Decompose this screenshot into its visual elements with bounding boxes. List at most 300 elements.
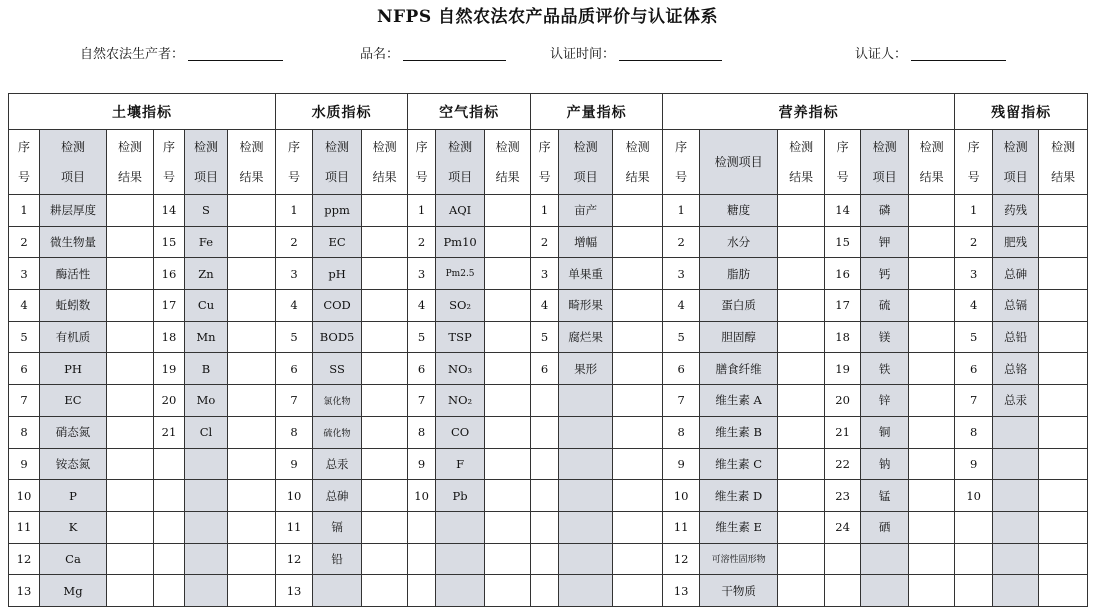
seq-cell: 17 bbox=[154, 290, 185, 322]
result-cell[interactable] bbox=[107, 353, 154, 385]
item-cell bbox=[313, 575, 362, 607]
result-cell[interactable] bbox=[228, 511, 276, 543]
item-cell: 锌 bbox=[861, 385, 909, 417]
seq-cell: 7 bbox=[663, 385, 700, 417]
result-cell[interactable] bbox=[362, 385, 408, 417]
seq-cell bbox=[154, 511, 185, 543]
result-cell[interactable] bbox=[909, 448, 955, 480]
result-cell[interactable] bbox=[107, 511, 154, 543]
result-cell[interactable] bbox=[909, 226, 955, 258]
result-cell[interactable] bbox=[485, 448, 531, 480]
result-cell[interactable] bbox=[613, 290, 663, 322]
result-cell[interactable] bbox=[1039, 226, 1088, 258]
result-cell[interactable] bbox=[1039, 511, 1088, 543]
cert-time-input[interactable] bbox=[619, 45, 722, 61]
seq-cell: 15 bbox=[825, 226, 861, 258]
item-cell: 镉 bbox=[313, 511, 362, 543]
result-cell[interactable] bbox=[362, 480, 408, 512]
item-cell: 干物质 bbox=[700, 575, 778, 607]
result-cell[interactable] bbox=[1039, 543, 1088, 575]
result-cell[interactable] bbox=[107, 226, 154, 258]
result-cell[interactable] bbox=[485, 290, 531, 322]
result-cell[interactable] bbox=[485, 416, 531, 448]
result-cell[interactable] bbox=[613, 258, 663, 290]
header-line: 检测 bbox=[372, 140, 397, 154]
result-cell[interactable] bbox=[362, 511, 408, 543]
seq-cell: 7 bbox=[408, 385, 436, 417]
section-soil: 土壤指标 bbox=[9, 94, 276, 130]
header-result-nutri-a bbox=[778, 130, 825, 195]
seq-cell: 7 bbox=[9, 385, 40, 417]
certifier-input[interactable] bbox=[911, 45, 1006, 61]
seq-cell: 3 bbox=[276, 258, 313, 290]
result-cell[interactable] bbox=[1039, 480, 1088, 512]
item-cell: Ca bbox=[40, 543, 107, 575]
seq-cell: 21 bbox=[154, 416, 185, 448]
seq-cell bbox=[955, 575, 993, 607]
result-cell[interactable] bbox=[228, 480, 276, 512]
seq-cell: 16 bbox=[825, 258, 861, 290]
item-cell: 钙 bbox=[861, 258, 909, 290]
item-cell: P bbox=[40, 480, 107, 512]
result-cell[interactable] bbox=[1039, 385, 1088, 417]
header-seq-water bbox=[276, 130, 313, 195]
result-cell[interactable] bbox=[778, 258, 825, 290]
result-cell[interactable] bbox=[362, 290, 408, 322]
result-cell[interactable] bbox=[362, 226, 408, 258]
result-cell[interactable] bbox=[228, 543, 276, 575]
cert-time-label: 认证时间： bbox=[550, 47, 616, 62]
result-cell[interactable] bbox=[228, 321, 276, 353]
item-cell: 酶活性 bbox=[40, 258, 107, 290]
header-line: 号 bbox=[415, 170, 428, 184]
section-yield: 产量指标 bbox=[531, 94, 663, 130]
header-line: 号 bbox=[836, 170, 849, 184]
item-cell: 腐烂果 bbox=[559, 321, 613, 353]
seq-cell: 7 bbox=[955, 385, 993, 417]
result-cell[interactable] bbox=[228, 226, 276, 258]
header-line: 序 bbox=[17, 140, 30, 154]
item-cell: 蛋白质 bbox=[700, 290, 778, 322]
item-cell: 果形 bbox=[559, 353, 613, 385]
item-cell: NO₃ bbox=[436, 353, 485, 385]
result-cell[interactable] bbox=[228, 416, 276, 448]
header-item-yield bbox=[559, 130, 613, 195]
result-cell[interactable] bbox=[362, 353, 408, 385]
section-air: 空气指标 bbox=[408, 94, 531, 130]
header-line: 项目 bbox=[448, 170, 473, 184]
header-line: 检测 bbox=[625, 140, 650, 154]
result-cell[interactable] bbox=[613, 226, 663, 258]
seq-cell: 2 bbox=[9, 226, 40, 258]
result-cell[interactable] bbox=[909, 353, 955, 385]
item-cell: 维生素 E bbox=[700, 511, 778, 543]
header-item-nutri-a: 检测项目 bbox=[700, 130, 778, 195]
header-line: 号 bbox=[162, 170, 175, 184]
result-cell[interactable] bbox=[909, 575, 955, 607]
seq-cell: 8 bbox=[276, 416, 313, 448]
result-cell[interactable] bbox=[909, 480, 955, 512]
item-cell bbox=[559, 480, 613, 512]
item-cell: CO bbox=[436, 416, 485, 448]
result-cell[interactable] bbox=[107, 258, 154, 290]
item-cell bbox=[993, 416, 1039, 448]
producer-input[interactable] bbox=[188, 45, 283, 61]
item-cell: ppm bbox=[313, 195, 362, 227]
table-row bbox=[9, 226, 1088, 258]
certifier-field bbox=[855, 43, 1006, 62]
header-seq-soil-a bbox=[9, 130, 40, 195]
seq-cell: 14 bbox=[154, 195, 185, 227]
result-cell[interactable] bbox=[613, 511, 663, 543]
result-cell[interactable] bbox=[909, 195, 955, 227]
header-line: 序 bbox=[675, 140, 688, 154]
result-cell[interactable] bbox=[778, 195, 825, 227]
seq-cell: 3 bbox=[663, 258, 700, 290]
item-cell: 硒 bbox=[861, 511, 909, 543]
item-cell: 肥残 bbox=[993, 226, 1039, 258]
result-cell[interactable] bbox=[778, 416, 825, 448]
header-line: 检测 bbox=[448, 140, 473, 154]
item-cell: 维生素 D bbox=[700, 480, 778, 512]
result-cell[interactable] bbox=[107, 543, 154, 575]
item-cell: SS bbox=[313, 353, 362, 385]
result-cell[interactable] bbox=[909, 290, 955, 322]
item-cell: 铜 bbox=[861, 416, 909, 448]
result-cell[interactable] bbox=[909, 258, 955, 290]
header-line: 项目 bbox=[1003, 170, 1028, 184]
seq-cell bbox=[955, 543, 993, 575]
seq-cell: 7 bbox=[276, 385, 313, 417]
seq-cell: 5 bbox=[955, 321, 993, 353]
item-cell: 总铬 bbox=[993, 353, 1039, 385]
seq-cell: 5 bbox=[531, 321, 559, 353]
item-cell: 镁 bbox=[861, 321, 909, 353]
item-cell bbox=[993, 448, 1039, 480]
seq-cell: 4 bbox=[276, 290, 313, 322]
header-line: 项目 bbox=[60, 170, 85, 184]
result-cell[interactable] bbox=[1039, 448, 1088, 480]
item-cell: Cu bbox=[185, 290, 228, 322]
result-cell[interactable] bbox=[613, 575, 663, 607]
result-cell[interactable] bbox=[1039, 195, 1088, 227]
result-cell[interactable] bbox=[107, 321, 154, 353]
result-cell[interactable] bbox=[362, 416, 408, 448]
seq-cell bbox=[408, 511, 436, 543]
item-cell: EC bbox=[40, 385, 107, 417]
item-cell: PH bbox=[40, 353, 107, 385]
result-cell[interactable] bbox=[909, 543, 955, 575]
table-row bbox=[9, 511, 1088, 543]
item-cell: Pb bbox=[436, 480, 485, 512]
seq-cell: 4 bbox=[408, 290, 436, 322]
header-line: 检测 bbox=[872, 140, 897, 154]
seq-cell: 14 bbox=[825, 195, 861, 227]
result-cell[interactable] bbox=[778, 385, 825, 417]
result-cell[interactable] bbox=[107, 448, 154, 480]
header-item-soil-a bbox=[40, 130, 107, 195]
result-cell[interactable] bbox=[362, 575, 408, 607]
seq-cell bbox=[154, 575, 185, 607]
result-cell[interactable] bbox=[228, 385, 276, 417]
item-cell: Pm2.5 bbox=[436, 258, 485, 290]
item-cell bbox=[559, 385, 613, 417]
header-line: 序 bbox=[162, 140, 175, 154]
seq-cell: 1 bbox=[663, 195, 700, 227]
item-cell: 铅 bbox=[313, 543, 362, 575]
header-seq-soil-b bbox=[154, 130, 185, 195]
result-cell[interactable] bbox=[228, 195, 276, 227]
result-cell[interactable] bbox=[613, 448, 663, 480]
header-line: 号 bbox=[675, 170, 688, 184]
item-cell: 铁 bbox=[861, 353, 909, 385]
result-cell[interactable] bbox=[107, 480, 154, 512]
item-cell: 亩产 bbox=[559, 195, 613, 227]
item-cell: S bbox=[185, 195, 228, 227]
item-cell bbox=[185, 448, 228, 480]
result-cell[interactable] bbox=[362, 258, 408, 290]
seq-cell: 4 bbox=[531, 290, 559, 322]
result-cell[interactable] bbox=[362, 195, 408, 227]
seq-cell: 1 bbox=[408, 195, 436, 227]
section-nutrition: 营养指标 bbox=[663, 94, 955, 130]
result-cell[interactable] bbox=[485, 258, 531, 290]
seq-cell bbox=[531, 448, 559, 480]
seq-cell: 12 bbox=[663, 543, 700, 575]
item-cell: Fe bbox=[185, 226, 228, 258]
header-line: 项目 bbox=[193, 170, 218, 184]
seq-cell: 24 bbox=[825, 511, 861, 543]
result-cell[interactable] bbox=[362, 543, 408, 575]
table-row bbox=[9, 448, 1088, 480]
result-cell[interactable] bbox=[778, 480, 825, 512]
result-cell[interactable] bbox=[228, 258, 276, 290]
table-row bbox=[9, 353, 1088, 385]
product-name-input[interactable] bbox=[403, 45, 506, 61]
seq-cell bbox=[154, 543, 185, 575]
result-cell[interactable] bbox=[1039, 575, 1088, 607]
item-cell: BOD5 bbox=[313, 321, 362, 353]
result-cell[interactable] bbox=[485, 353, 531, 385]
item-cell: 维生素 C bbox=[700, 448, 778, 480]
table-row bbox=[9, 195, 1088, 227]
result-cell[interactable] bbox=[107, 575, 154, 607]
result-cell[interactable] bbox=[485, 575, 531, 607]
item-cell bbox=[559, 543, 613, 575]
item-cell bbox=[559, 575, 613, 607]
header-line: 结果 bbox=[117, 170, 142, 184]
seq-cell: 8 bbox=[408, 416, 436, 448]
result-cell[interactable] bbox=[909, 321, 955, 353]
item-cell bbox=[185, 543, 228, 575]
result-cell[interactable] bbox=[778, 511, 825, 543]
product-name-label: 品名： bbox=[360, 47, 400, 62]
seq-cell: 9 bbox=[276, 448, 313, 480]
seq-cell bbox=[531, 575, 559, 607]
result-cell[interactable] bbox=[1039, 321, 1088, 353]
item-cell: 畸形果 bbox=[559, 290, 613, 322]
item-cell: 锰 bbox=[861, 480, 909, 512]
result-cell[interactable] bbox=[778, 575, 825, 607]
seq-cell: 2 bbox=[955, 226, 993, 258]
page-title: NFPS 自然农法农产品品质评价与认证体系 bbox=[376, 7, 719, 27]
result-cell[interactable] bbox=[107, 385, 154, 417]
result-cell[interactable] bbox=[778, 448, 825, 480]
seq-cell bbox=[531, 416, 559, 448]
result-cell[interactable] bbox=[107, 195, 154, 227]
seq-cell: 3 bbox=[9, 258, 40, 290]
seq-cell: 4 bbox=[663, 290, 700, 322]
result-cell[interactable] bbox=[485, 226, 531, 258]
seq-cell: 1 bbox=[9, 195, 40, 227]
seq-cell: 6 bbox=[276, 353, 313, 385]
result-cell[interactable] bbox=[107, 290, 154, 322]
seq-cell bbox=[531, 543, 559, 575]
item-cell: 维生素 A bbox=[700, 385, 778, 417]
seq-cell: 10 bbox=[408, 480, 436, 512]
result-cell[interactable] bbox=[778, 353, 825, 385]
product-name-field bbox=[360, 43, 506, 62]
section-water: 水质指标 bbox=[276, 94, 408, 130]
result-cell[interactable] bbox=[778, 321, 825, 353]
seq-cell: 5 bbox=[9, 321, 40, 353]
seq-cell: 20 bbox=[154, 385, 185, 417]
result-cell[interactable] bbox=[485, 480, 531, 512]
seq-cell: 3 bbox=[408, 258, 436, 290]
result-cell[interactable] bbox=[613, 321, 663, 353]
result-cell[interactable] bbox=[1039, 290, 1088, 322]
seq-cell: 8 bbox=[663, 416, 700, 448]
item-cell: 单果重 bbox=[559, 258, 613, 290]
result-cell[interactable] bbox=[613, 416, 663, 448]
result-cell[interactable] bbox=[613, 195, 663, 227]
header-line: 号 bbox=[288, 170, 301, 184]
result-cell[interactable] bbox=[485, 543, 531, 575]
header-item-soil-b bbox=[185, 130, 228, 195]
header-line: 检测 bbox=[60, 140, 85, 154]
seq-cell: 8 bbox=[955, 416, 993, 448]
seq-cell: 12 bbox=[9, 543, 40, 575]
header-line: 检测 bbox=[495, 140, 520, 154]
seq-cell: 16 bbox=[154, 258, 185, 290]
seq-cell: 5 bbox=[663, 321, 700, 353]
item-cell: 糖度 bbox=[700, 195, 778, 227]
result-cell[interactable] bbox=[228, 448, 276, 480]
seq-cell: 18 bbox=[825, 321, 861, 353]
item-cell bbox=[993, 543, 1039, 575]
result-cell[interactable] bbox=[485, 321, 531, 353]
result-cell[interactable] bbox=[228, 353, 276, 385]
seq-cell bbox=[825, 543, 861, 575]
item-cell: Mg bbox=[40, 575, 107, 607]
result-cell[interactable] bbox=[613, 385, 663, 417]
seq-cell: 9 bbox=[408, 448, 436, 480]
item-cell: Zn bbox=[185, 258, 228, 290]
item-cell bbox=[993, 575, 1039, 607]
result-cell[interactable] bbox=[1039, 416, 1088, 448]
header-line: 检测 bbox=[1003, 140, 1028, 154]
seq-cell: 1 bbox=[531, 195, 559, 227]
result-cell[interactable] bbox=[228, 575, 276, 607]
result-cell[interactable] bbox=[909, 385, 955, 417]
result-cell[interactable] bbox=[362, 321, 408, 353]
seq-cell: 6 bbox=[531, 353, 559, 385]
header-result-soil-b bbox=[228, 130, 276, 195]
result-cell[interactable] bbox=[613, 543, 663, 575]
item-cell: COD bbox=[313, 290, 362, 322]
result-cell[interactable] bbox=[909, 511, 955, 543]
item-cell bbox=[436, 575, 485, 607]
header-result-nutri-b bbox=[909, 130, 955, 195]
result-cell[interactable] bbox=[909, 416, 955, 448]
header-line: 序 bbox=[415, 140, 428, 154]
column-header-row bbox=[9, 130, 1088, 195]
seq-cell bbox=[408, 575, 436, 607]
seq-cell: 2 bbox=[531, 226, 559, 258]
seq-cell: 10 bbox=[955, 480, 993, 512]
result-cell[interactable] bbox=[107, 416, 154, 448]
seq-cell: 6 bbox=[408, 353, 436, 385]
seq-cell bbox=[955, 511, 993, 543]
item-cell: TSP bbox=[436, 321, 485, 353]
result-cell[interactable] bbox=[778, 226, 825, 258]
item-cell: AQI bbox=[436, 195, 485, 227]
header-line: 结果 bbox=[1051, 170, 1076, 184]
seq-cell: 13 bbox=[9, 575, 40, 607]
result-cell[interactable] bbox=[228, 290, 276, 322]
result-cell[interactable] bbox=[613, 480, 663, 512]
result-cell[interactable] bbox=[1039, 353, 1088, 385]
header-item-residue bbox=[993, 130, 1039, 195]
item-cell: 有机质 bbox=[40, 321, 107, 353]
seq-cell: 10 bbox=[9, 480, 40, 512]
item-cell: 维生素 B bbox=[700, 416, 778, 448]
header-line: 项目 bbox=[573, 170, 598, 184]
evaluation-table bbox=[8, 93, 1088, 607]
result-cell[interactable] bbox=[778, 290, 825, 322]
table-row bbox=[9, 321, 1088, 353]
table-row bbox=[9, 416, 1088, 448]
result-cell[interactable] bbox=[613, 353, 663, 385]
header-line: 号 bbox=[967, 170, 980, 184]
result-cell[interactable] bbox=[1039, 258, 1088, 290]
item-cell: SO₂ bbox=[436, 290, 485, 322]
item-cell bbox=[993, 480, 1039, 512]
seq-cell: 2 bbox=[663, 226, 700, 258]
result-cell[interactable] bbox=[485, 511, 531, 543]
seq-cell: 9 bbox=[9, 448, 40, 480]
item-cell bbox=[861, 575, 909, 607]
seq-cell: 19 bbox=[154, 353, 185, 385]
seq-cell: 18 bbox=[154, 321, 185, 353]
header-seq-residue bbox=[955, 130, 993, 195]
seq-cell bbox=[531, 480, 559, 512]
item-cell: EC bbox=[313, 226, 362, 258]
result-cell[interactable] bbox=[362, 448, 408, 480]
result-cell[interactable] bbox=[778, 543, 825, 575]
result-cell[interactable] bbox=[485, 195, 531, 227]
result-cell[interactable] bbox=[485, 385, 531, 417]
item-cell: 总砷 bbox=[313, 480, 362, 512]
seq-cell: 5 bbox=[276, 321, 313, 353]
item-cell: Pm10 bbox=[436, 226, 485, 258]
header-line: 结果 bbox=[789, 170, 814, 184]
producer-field bbox=[80, 43, 283, 62]
seq-cell: 8 bbox=[9, 416, 40, 448]
item-cell: 总砷 bbox=[993, 258, 1039, 290]
item-cell: 硝态氮 bbox=[40, 416, 107, 448]
cert-time-field bbox=[550, 43, 722, 62]
